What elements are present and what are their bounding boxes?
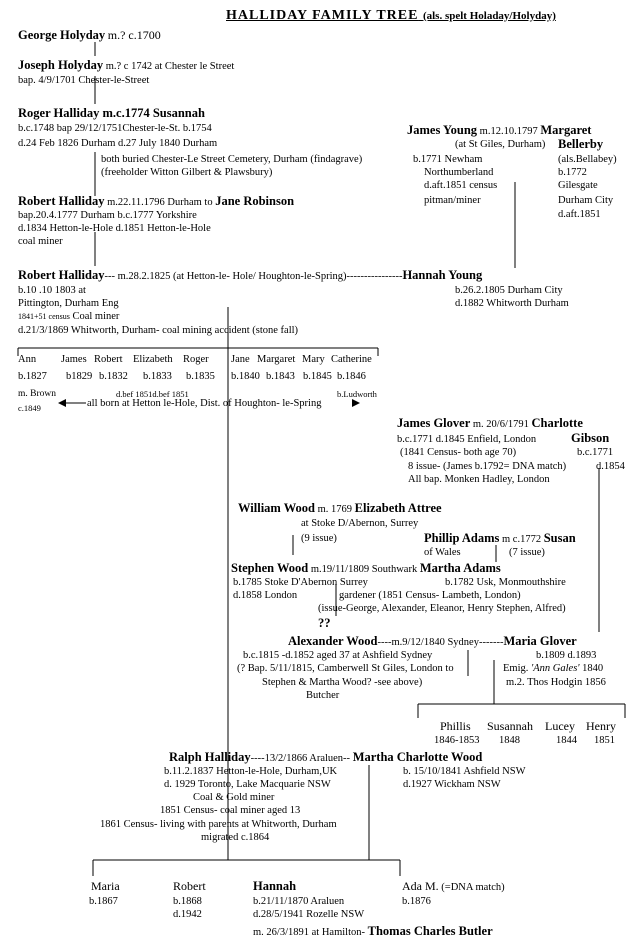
glover-baptisms: All bap. Monken Hadley, London	[408, 474, 550, 485]
robert-1803-name: Robert Halliday	[18, 268, 105, 282]
margaret-birthplace: Gilesgate	[558, 180, 598, 191]
george-name: George Holyday	[18, 28, 106, 42]
glover-issue: 8 issue- (James b.1792= DNA match)	[408, 461, 567, 472]
charlotte-name: Charlotte	[531, 416, 583, 430]
hannah-young-name: Hannah Young	[402, 268, 483, 282]
ann-marriage-date: c.1849	[18, 403, 41, 413]
james-young-occupation: pitman/miner	[424, 195, 481, 206]
martha-charlotte-wood-name: Martha Charlotte Wood	[352, 750, 483, 764]
uncertain-link-marker: ??	[318, 616, 331, 630]
robert-1803-marriage: --- m.28.2.1825 (at Hetton-le- Hole/ Houghton-le-Spring)----------------	[104, 271, 403, 282]
martha-adams-name: Martha Adams	[419, 561, 501, 575]
emigration-year: 1840	[582, 663, 604, 674]
maria-glover-remarriage: m.2. Thos Hodgin 1856	[506, 677, 606, 688]
robert-1803-census	[18, 311, 119, 323]
robert-1777-occupation: coal miner	[18, 236, 63, 247]
margaret-birth: b.1772	[558, 167, 587, 178]
robert-1777-death: d.1834 Hetton-le-Hole d.1851 Hetton-le-Hole	[18, 223, 211, 234]
susan-name: Susan	[543, 531, 576, 545]
roger-freeholder: (freeholder Witton Gilbert & Plawsbury)	[101, 167, 273, 178]
child-ann-name: Ann	[18, 354, 37, 365]
james-young-marriage: m.12.10.1797	[479, 126, 538, 137]
william-wood-line	[238, 501, 442, 516]
ralph-occupation: Coal & Gold miner	[193, 792, 275, 803]
martha-adams-birth: b.1782 Usk, Monmouthshire	[445, 577, 566, 588]
william-wood-marriage: m. 1769	[317, 504, 353, 515]
ship-name: 'Ann Gales'	[531, 663, 580, 674]
hannah-young-birth: b.26.2.1805 Durham City	[455, 285, 563, 296]
william-wood-issue: (9 issue)	[301, 533, 337, 544]
ralph-child-maria-name: Maria	[91, 879, 120, 893]
roger-buried: both buried Chester-Le Street Cemetery, Durham (findagrave)	[101, 154, 363, 165]
ralph-census-1851: 1851 Census- coal miner aged 13	[160, 805, 301, 816]
wood-child-phillis-name: Phillis	[440, 719, 471, 733]
alexander-wood-marriage: ----m.9/12/1840 Sydney-------	[377, 637, 504, 648]
ada-dna-note: (=DNA match)	[441, 882, 505, 893]
margaret-name: Margaret	[540, 123, 592, 137]
ann-marriage: m. Brown	[18, 389, 56, 399]
joseph-baptism: bap. 4/9/1701 Chester-le-Street	[18, 75, 150, 86]
children-birthplace-note: all born at Hetton le-Hole, Dist. of Houghton- le-Spring	[87, 398, 322, 409]
ralph-halliday-marriage: ----13/2/1866 Araluen--	[250, 753, 351, 764]
glover-census: (1841 Census- both age 70)	[400, 447, 517, 458]
robert-1803-occupation: Coal miner	[72, 311, 120, 322]
wood-child-susannah-birth: 1848	[499, 735, 520, 746]
elizabeth-attree-name: Elizabeth Attree	[354, 501, 442, 515]
alexander-wood-parents: Stephen & Martha Wood? -see above)	[262, 677, 423, 688]
william-wood-place: at Stoke D/Abernon, Surrey	[301, 518, 419, 529]
phillip-adams-marriage: m c.1772	[502, 534, 542, 545]
phillip-adams-name: Phillip Adams	[424, 531, 500, 545]
ralph-child-hannah-name: Hannah	[253, 879, 297, 893]
robert-1803-death: d.21/3/1869 Whitworth, Durham- coal mining accident (stone fall)	[18, 325, 299, 336]
wood-child-lucey-name: Lucey	[545, 719, 575, 733]
joseph-name: Joseph Holyday	[18, 58, 104, 72]
charlotte-birth: b.c.1771	[577, 447, 614, 458]
alexander-wood-baptism: (? Bap. 5/11/1815, Camberwell St Giles, London to	[237, 663, 454, 674]
alexander-wood-occupation: Butcher	[306, 690, 340, 701]
ralph-child-robert-name: Robert	[173, 879, 206, 893]
child-elizabeth-name: Elizabeth	[133, 354, 173, 365]
ralph-child-ada-birth: b.1876	[402, 896, 431, 907]
roger-birth: b.c.1748 bap 29/12/1751Chester-le-St. b.1754	[18, 123, 212, 134]
page-title	[226, 10, 556, 22]
ralph-census-1861: 1861 Census- living with parents at Whitworth, Durham	[100, 819, 337, 830]
robert-halliday-1777-line	[18, 194, 294, 209]
margaret-alias: (als.Bellabey)	[558, 154, 617, 165]
joseph-marriage: m.? c 1742 at Chester le Street	[105, 61, 235, 72]
james-young-birthplace: Northumberland	[424, 167, 494, 178]
stephen-wood-name: Stephen Wood	[231, 561, 309, 575]
james-glover-name: James Glover	[397, 416, 471, 430]
stephen-wood-death: d.1858 London	[233, 590, 298, 601]
catherine-birthplace: b.Ludworth	[337, 389, 377, 399]
james-young-place: (at St Giles, Durham)	[455, 139, 546, 150]
james-glover-line	[397, 416, 583, 431]
james-glover-marriage: m. 20/6/1791	[472, 419, 529, 430]
wood-child-henry-birth: 1851	[594, 735, 615, 746]
robert-1777-name: Robert Halliday	[18, 194, 105, 208]
stephen-wood-issue: (issue-George, Alexander, Eleanor, Henry Stephen, Alfred)	[318, 603, 566, 614]
robert-1777-marriage: m.22.11.1796 Durham to	[107, 197, 213, 208]
james-young-birth: b.1771 Newham	[413, 154, 483, 165]
title-text: HALLIDAY FAMILY TREE	[226, 8, 419, 23]
ralph-child-ada-line	[402, 880, 505, 894]
child-margaret-birth: b.1843	[266, 371, 295, 382]
ralph-child-robert-death: d.1942	[173, 909, 202, 920]
jane-robinson-name: Jane Robinson	[215, 194, 295, 208]
ralph-child-ada-name: Ada M.	[402, 879, 439, 893]
ralph-child-robert-birth: b.1868	[173, 896, 202, 907]
elizabeth-roger-death: d.bef 1851d.bef 1851	[116, 389, 189, 399]
child-catherine-birth: b.1846	[337, 371, 366, 382]
margaret-city: Durham City	[558, 195, 614, 206]
james-young-name: James Young	[407, 123, 478, 137]
child-robert-name: Robert	[94, 354, 123, 365]
robert-1777-baptism: bap.20.4.1777 Durham b.c.1777 Yorkshire	[18, 210, 197, 221]
child-roger-birth: b.1835	[186, 371, 215, 382]
ralph-migration: migrated c.1864	[201, 832, 270, 843]
maria-glover-emigration	[503, 663, 603, 675]
ralph-child-hannah-marriage-line	[253, 924, 493, 939]
hannah-young-death: d.1882 Whitworth Durham	[455, 298, 569, 309]
wood-child-susannah-name: Susannah	[487, 719, 533, 733]
william-wood-name: William Wood	[238, 501, 315, 515]
child-robert-birth: b.1832	[99, 371, 128, 382]
martha-charlotte-birth: b. 15/10/1841 Ashfield NSW	[403, 766, 526, 777]
ralph-halliday-name: Ralph Halliday	[169, 750, 251, 764]
charlotte-death: d.1854	[596, 461, 625, 472]
ralph-child-hannah-death: d.28/5/1941 Rozelle NSW	[253, 909, 365, 920]
child-mary-birth: b.1845	[303, 371, 332, 382]
stephen-wood-line	[231, 561, 501, 576]
emigration-label: Emig.	[503, 663, 529, 674]
james-young-death: d.aft.1851 census	[424, 180, 498, 191]
child-jane-name: Jane	[231, 354, 250, 365]
margaret-surname: Bellerby	[558, 137, 604, 151]
alexander-wood-name: Alexander Wood	[288, 634, 378, 648]
ralph-halliday-line	[169, 750, 482, 765]
alexander-wood-line	[288, 634, 577, 649]
title-note: (als. spelt Holaday/Holyday)	[422, 10, 556, 22]
robert-halliday-1803-line	[18, 268, 482, 283]
child-roger-name: Roger	[183, 354, 209, 365]
charlotte-surname: Gibson	[571, 431, 610, 445]
child-jane-birth: b.1840	[231, 371, 260, 382]
ralph-birth: b.11.2.1837 Hetton-le-Hole, Durham,UK	[164, 766, 338, 777]
ralph-child-hannah-birth: b.21/11/1870 Araluen	[253, 896, 345, 907]
robert-1803-birth: b.10 .10 1803 at	[18, 285, 86, 296]
james-glover-birth: b.c.1771 d.1845 Enfield, London	[397, 434, 537, 445]
child-ann-birth: b.1827	[18, 371, 47, 382]
phillip-adams-line	[424, 531, 576, 546]
margaret-death: d.aft.1851	[558, 209, 601, 220]
stephen-wood-marriage: m.19/11/1809 Southwark	[310, 564, 418, 575]
george-marriage: m.? c.1700	[107, 28, 161, 42]
james-young-line	[407, 123, 591, 138]
martha-charlotte-death: d.1927 Wickham NSW	[403, 779, 501, 790]
ralph-death: d. 1929 Toronto, Lake Macquarie NSW	[164, 779, 331, 790]
maria-glover-name: Maria Glover	[503, 634, 577, 648]
wood-child-lucey-birth: 1844	[556, 735, 577, 746]
wood-child-henry-name: Henry	[586, 719, 616, 733]
phillip-adams-origin: of Wales	[424, 547, 461, 558]
stephen-wood-birth: b.1785 Stoke D'Abernon Surrey	[233, 577, 368, 588]
ralph-child-maria-birth: b.1867	[89, 896, 118, 907]
child-margaret-name: Margaret	[257, 354, 296, 365]
child-catherine-name: Catherine	[331, 354, 372, 365]
joseph-holyday-entry	[18, 58, 234, 73]
adams-issue: (7 issue)	[509, 547, 545, 558]
robert-1803-census-years: 1841+51 census	[18, 312, 70, 321]
roger-death: d.24 Feb 1826 Durham d.27 July 1840 Durham	[18, 138, 218, 149]
child-elizabeth-birth: b.1833	[143, 371, 172, 382]
wood-child-phillis-dates: 1846-1853	[434, 735, 480, 746]
hannah-marriage: m. 26/3/1891 at Hamilton-	[253, 927, 365, 938]
thomas-charles-butler-name: Thomas Charles Butler	[367, 924, 493, 938]
george-holyday-entry	[18, 28, 161, 43]
child-james-birth: b1829	[66, 371, 93, 382]
child-mary-name: Mary	[302, 354, 325, 365]
child-james-name: James	[61, 354, 87, 365]
robert-1803-birthplace: Pittington, Durham Eng	[18, 298, 119, 309]
roger-halliday-line: Roger Halliday m.c.1774 Susannah	[18, 106, 205, 120]
alexander-wood-life: b.c.1815 -d.1852 aged 37 at Ashfield Sydney	[243, 650, 433, 661]
stephen-wood-occupation: gardener (1851 Census- Lambeth, London)	[339, 590, 521, 601]
maria-glover-life: b.1809 d.1893	[536, 650, 597, 661]
